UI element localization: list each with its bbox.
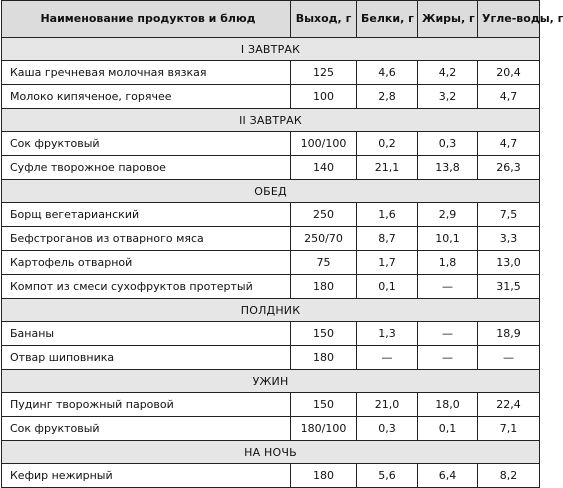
section-title: НА НОЧЬ	[2, 441, 540, 464]
cell-yield: 180/100	[291, 417, 357, 441]
table-row	[2, 417, 540, 441]
cell-name: Каша гречневая молочная вязкая	[2, 61, 291, 85]
cell-protein: 21,0	[357, 393, 418, 417]
cell-protein: 0,3	[357, 417, 418, 441]
cell-carbs: 7,1	[478, 417, 540, 441]
section-row	[2, 299, 540, 322]
section-row	[2, 180, 540, 203]
cell-protein: 2,8	[357, 85, 418, 109]
table-row	[2, 227, 540, 251]
cell-carbs: 4,7	[478, 85, 540, 109]
table-row	[2, 464, 540, 488]
cell-name: Отвар шиповника	[2, 346, 291, 370]
cell-carbs: 8,2	[478, 464, 540, 488]
cell-name: Молоко кипяченое, горячее	[2, 85, 291, 109]
table-body	[2, 38, 540, 488]
menu-table	[1, 0, 563, 488]
cell-fat: 1,8	[418, 251, 478, 275]
cell-carbs: 3,3	[478, 227, 540, 251]
cell-yield: 180	[291, 346, 357, 370]
header-row	[2, 1, 540, 38]
cell-name: Суфле творожное паровое	[2, 156, 291, 180]
cell-name: Пудинг творожный паровой	[2, 393, 291, 417]
cell-protein: 1,6	[357, 203, 418, 227]
cell-protein: 0,2	[357, 132, 418, 156]
cell-name: Компот из смеси сухофруктов протертый	[2, 275, 291, 299]
table-row	[2, 132, 540, 156]
section-title: I ЗАВТРАК	[2, 38, 540, 61]
cell-protein: 1,3	[357, 322, 418, 346]
cell-carbs: 26,3	[478, 156, 540, 180]
cell-fat: 13,8	[418, 156, 478, 180]
cell-yield: 75	[291, 251, 357, 275]
cell-yield: 180	[291, 275, 357, 299]
cell-name: Картофель отварной	[2, 251, 291, 275]
cell-fat: 2,9	[418, 203, 478, 227]
table-row	[2, 61, 540, 85]
table-row	[2, 156, 540, 180]
table-row	[2, 203, 540, 227]
cell-fat: 0,3	[418, 132, 478, 156]
cell-fat: —	[418, 346, 478, 370]
cell-carbs: 31,5	[478, 275, 540, 299]
cell-carbs: 13,0	[478, 251, 540, 275]
cell-yield: 100/100	[291, 132, 357, 156]
section-title: ПОЛДНИК	[2, 299, 540, 322]
section-title: II ЗАВТРАК	[2, 109, 540, 132]
section-title: УЖИН	[2, 370, 540, 393]
cell-fat: —	[418, 322, 478, 346]
cell-name: Борщ вегетарианский	[2, 203, 291, 227]
table-header	[2, 1, 563, 38]
table-row	[2, 322, 540, 346]
table-row	[2, 393, 540, 417]
cell-fat: 10,1	[418, 227, 478, 251]
cell-carbs: 20,4	[478, 61, 540, 85]
table-row	[2, 85, 540, 109]
cell-yield: 125	[291, 61, 357, 85]
section-row	[2, 441, 540, 464]
cell-yield: 150	[291, 322, 357, 346]
cell-name: Бефстроганов из отварного мяса	[2, 227, 291, 251]
cell-carbs: 7,5	[478, 203, 540, 227]
section-row	[2, 370, 540, 393]
col-header-fat: Жиры, г	[418, 1, 478, 38]
section-row	[2, 38, 540, 61]
cell-fat: —	[418, 275, 478, 299]
table-row	[2, 346, 540, 370]
cell-protein: 0,1	[357, 275, 418, 299]
cell-yield: 250/70	[291, 227, 357, 251]
table-row	[2, 251, 540, 275]
cell-yield: 140	[291, 156, 357, 180]
cell-protein: 21,1	[357, 156, 418, 180]
section-title: ОБЕД	[2, 180, 540, 203]
cell-protein: 8,7	[357, 227, 418, 251]
cell-fat: 18,0	[418, 393, 478, 417]
cell-protein: 1,7	[357, 251, 418, 275]
table-row	[2, 275, 540, 299]
cell-carbs: 22,4	[478, 393, 540, 417]
col-header-name: Наименование продуктов и блюд	[2, 1, 291, 38]
col-header-protein: Белки, г	[357, 1, 418, 38]
cell-name: Бананы	[2, 322, 291, 346]
cell-protein: 4,6	[357, 61, 418, 85]
cell-name: Сок фруктовый	[2, 417, 291, 441]
cell-fat: 0,1	[418, 417, 478, 441]
col-header-yield: Выход, г	[291, 1, 357, 38]
cell-yield: 180	[291, 464, 357, 488]
cell-fat: 4,2	[418, 61, 478, 85]
cell-name: Сок фруктовый	[2, 132, 291, 156]
cell-fat: 6,4	[418, 464, 478, 488]
cell-name: Кефир нежирный	[2, 464, 291, 488]
cell-protein: 5,6	[357, 464, 418, 488]
cell-carbs: —	[478, 346, 540, 370]
cell-carbs: 4,7	[478, 132, 540, 156]
cell-fat: 3,2	[418, 85, 478, 109]
cell-yield: 150	[291, 393, 357, 417]
section-row	[2, 109, 540, 132]
cell-carbs: 18,9	[478, 322, 540, 346]
cell-yield: 100	[291, 85, 357, 109]
col-header-carbs: Угле-воды, г	[478, 1, 540, 38]
cell-yield: 250	[291, 203, 357, 227]
cell-protein: —	[357, 346, 418, 370]
